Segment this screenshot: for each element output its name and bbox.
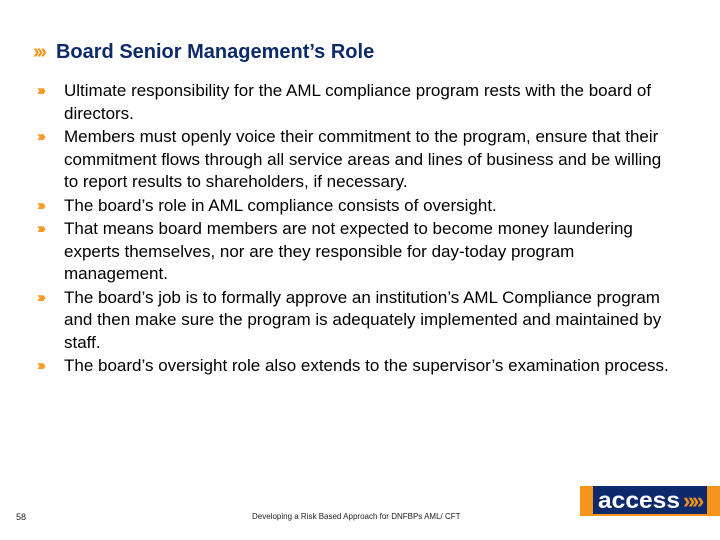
access-logo <box>580 486 720 516</box>
bullet-text: The board’s oversight role also extends to the supervisor’s examination process. <box>64 356 669 375</box>
bullet-chevron-icon: ››› <box>37 288 43 306</box>
page-number: 58 <box>16 512 27 522</box>
bullet-chevron-icon: ››› <box>37 220 43 237</box>
bullet-chevron-icon: ››› <box>37 357 43 374</box>
footer-text: Developing a Risk Based Approach for DNFBPs AML/ CFT <box>252 512 461 521</box>
bullet-text: Ultimate responsibility for the AML compliance program rests with the board of directors. <box>64 81 652 123</box>
slide-title-row <box>33 41 374 64</box>
bullet-item <box>37 355 687 378</box>
bullet-item <box>37 126 687 194</box>
bullet-list <box>37 80 687 379</box>
bullet-text: That means board members are not expected to become money laundering experts themselves, nor are they responsible for day-today program management. <box>64 219 633 283</box>
bullet-item <box>37 218 687 286</box>
bullet-chevron-icon: ››› <box>37 82 43 99</box>
bullet-item <box>37 195 687 218</box>
bullet-text: The board’s job is to formally approve an institution’s AML Compliance program and then make sure the program is adequately implemented and maintained by staff. <box>64 287 662 352</box>
bullet-text: Members must openly voice their commitment to the program, ensure that their commitment flows through all service areas and lines of business and be willing to report results to shareholders, if necessary. <box>64 127 662 191</box>
logo-wordmark: access <box>598 487 680 513</box>
logo-chevron-1-icon: » <box>683 488 696 513</box>
logo-chevron-2-icon: » <box>692 488 705 513</box>
bullet-chevron-icon: ››› <box>37 196 43 214</box>
bullet-item <box>37 80 687 125</box>
bullet-chevron-icon: ››› <box>37 128 43 145</box>
bullet-item <box>37 287 687 355</box>
bullet-text: The board’s role in AML compliance consists of oversight. <box>64 195 497 215</box>
slide-title: Board Senior Management’s Role <box>55 41 375 63</box>
title-chevron-icon: ››› <box>33 41 44 63</box>
